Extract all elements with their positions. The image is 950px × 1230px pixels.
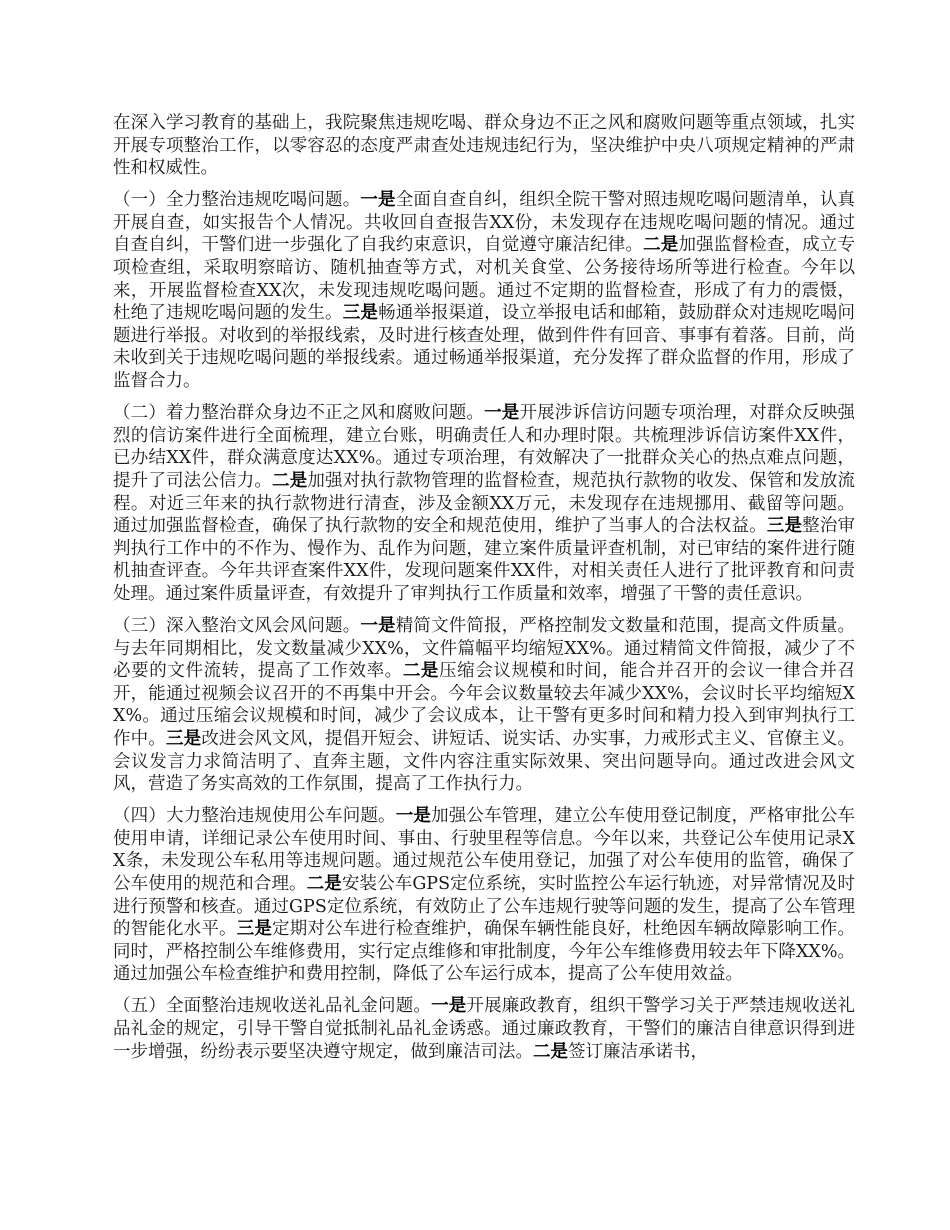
intro-paragraph — [113, 112, 855, 180]
point-text: 精简文件简报，严格控制发文数量和范围，提高文件质量。与去年同期相比，发文数量减少XX%，文件篇幅平均缩短XX%。通过精简文件简报，减少了不必要的文件流转，提高了工作效率。 — [113, 615, 856, 682]
paragraph-text: 在深入学习教育的基础上，我院聚焦违规吃喝、群众身边不正之风和腐败问题等重点领域，扎实开展专项整治工作，以零容忍的态度严肃查处违规违纪行为，坚决维护中央八项规定精神的严肃性和权威性。 — [113, 113, 855, 179]
point-text: 改进会风文风，提倡开短会、讲短话、说实话、办实事，力戒形式主义、官僚主义。会议发言力求简洁明了、直奔主题，文件内容注重实际效果、突出问题导向。通过改进会风文风，营造了务实高效的工作氛围，提高了工作执行力。 — [113, 728, 856, 795]
point-label: 一是 — [484, 403, 520, 424]
section-heading: （二）着力整治群众身边不正之风和腐败问题。 — [113, 403, 485, 424]
point-text: 开展廉政教育，组织干警学习关于严禁违规收送礼品礼金的规定，引导干警自觉抵制礼品礼金诱惑。通过廉政教育，干警们的廉洁自律意识得到进一步增强，纷纷表示要坚决遵守规定，做到廉洁司法。 — [113, 996, 856, 1062]
point-label: 二是 — [643, 235, 679, 256]
section-heading: （五）全面整治违规收送礼品礼金问题。 — [113, 996, 432, 1017]
section-4-paragraph — [113, 805, 855, 986]
point-label: 三是 — [236, 919, 273, 940]
point-label: 一是 — [395, 806, 432, 827]
section-5-paragraph — [113, 995, 855, 1063]
point-label: 二是 — [306, 874, 342, 894]
point-text: 加强对执行款物管理的监督检查，规范执行款物的收发、保管和发放流程。对近三年来的执行款物进行清查，涉及金额XX万元，未发现存在违规挪用、截留等问题。通过加强监督检查，确保了执行款物的安全和规范使用，维护了当事人的合法权益。 — [113, 470, 856, 537]
point-text: 签订廉洁承诺书， — [568, 1041, 708, 1062]
point-label: 二是 — [402, 661, 440, 682]
point-text: 定期对公车进行检查维护，确保车辆性能良好，杜绝因车辆故障影响工作。同时，严格控制公车维修费用，实行定点维修和审批制度，今年公车维修费用较去年下降XX%。通过加强公车检查维护和费用控制，降低了公车运行成本，提高了公车使用效益。 — [113, 919, 856, 985]
point-text: 加强监督检查，成立专项检查组，采取明察暗访、随机抽查等方式，对机关食堂、公务接待场所等进行检查。今年以来，开展监督检查XX次，未发现违规吃喝问题。通过不定期的监督检查，形成了有力的震慑，杜绝了违规吃喝问题的发生。 — [113, 235, 856, 324]
point-label: 二是 — [272, 470, 308, 491]
point-label: 一是 — [360, 615, 396, 636]
section-3-paragraph — [113, 615, 855, 796]
point-label: 三是 — [766, 516, 803, 537]
point-label: 二是 — [533, 1041, 568, 1062]
point-text: 压缩会议规模和时间，能合并召开的会议一律合并召开，能通过视频会议召开的不再集中开会。今年会议数量较去年减少XX%，会议时长平均缩短XX%。通过压缩会议规模和时间，减少了会议成本，让干警有更多时间和精力投入到审判执行工作中。 — [113, 661, 856, 749]
section-1-paragraph — [113, 189, 855, 392]
section-2-paragraph — [113, 402, 855, 605]
point-label: 三是 — [166, 728, 202, 749]
point-label: 三是 — [342, 303, 379, 324]
point-label: 一是 — [431, 996, 467, 1017]
section-heading: （四）大力整治违规使用公车问题。 — [113, 806, 396, 827]
point-text: 加强公车管理，建立公车使用登记制度，严格审批公车使用申请，详细记录公车使用时间、事由、行驶里程等信息。今年以来，共登记公车使用记录XX条，未发现公车私用等违规问题。通过规范公车使用登记，加强了对公车使用的监管，确保了公车使用的规范和合理。 — [113, 806, 856, 894]
point-text: 畅通举报渠道，设立举报电话和邮箱，鼓励群众对违规吃喝问题进行举报。对收到的举报线索，及时进行核查处理，做到件件有回音、事事有着落。目前，尚未收到关于违规吃喝问题的举报线索。通过畅通举报渠道，充分发挥了群众监督的作用，形成了监督合力。 — [113, 303, 855, 392]
point-text: 开展涉诉信访问题专项治理，对群众反映强烈的信访案件进行全面梳理，建立台账，明确责任人和办理时限。共梳理涉诉信访案件XX件，已办结XX件，群众满意度达XX%。通过专项治理，有效解决了一批群众关心的热点难点问题，提升了司法公信力。 — [113, 403, 856, 491]
document-page — [113, 112, 855, 1073]
point-text: 整治审判执行工作中的不作为、慢作为、乱作为问题，建立案件质量评查机制，对已审结的案件进行随机抽查评查。今年共评查案件XX件，发现问题案件XX件，对相关责任人进行了批评教育和问责处理。通过案件质量评查，有效提升了审判执行工作质量和效率，增强了干警的责任意识。 — [113, 516, 856, 604]
section-heading: （一）全力整治违规吃喝问题。 — [113, 190, 361, 211]
point-text: 安装公车GPS定位系统，实时监控公车运行轨迹，对异常情况及时进行预警和核查。通过GPS定位系统，有效防止了公车违规行驶等问题的发生，提高了公车管理的智能化水平。 — [113, 874, 856, 940]
section-heading: （三）深入整治文风会风问题。 — [113, 615, 361, 636]
point-text: 全面自查自纠，组织全院干警对照违规吃喝问题清单，认真开展自查，如实报告个人情况。共收回自查报告XX份，未发现存在违规吃喝问题的情况。通过自查自纠，干警们进一步强化了自我约束意识，自觉遵守廉洁纪律。 — [113, 190, 856, 256]
point-label: 一是 — [360, 190, 396, 211]
